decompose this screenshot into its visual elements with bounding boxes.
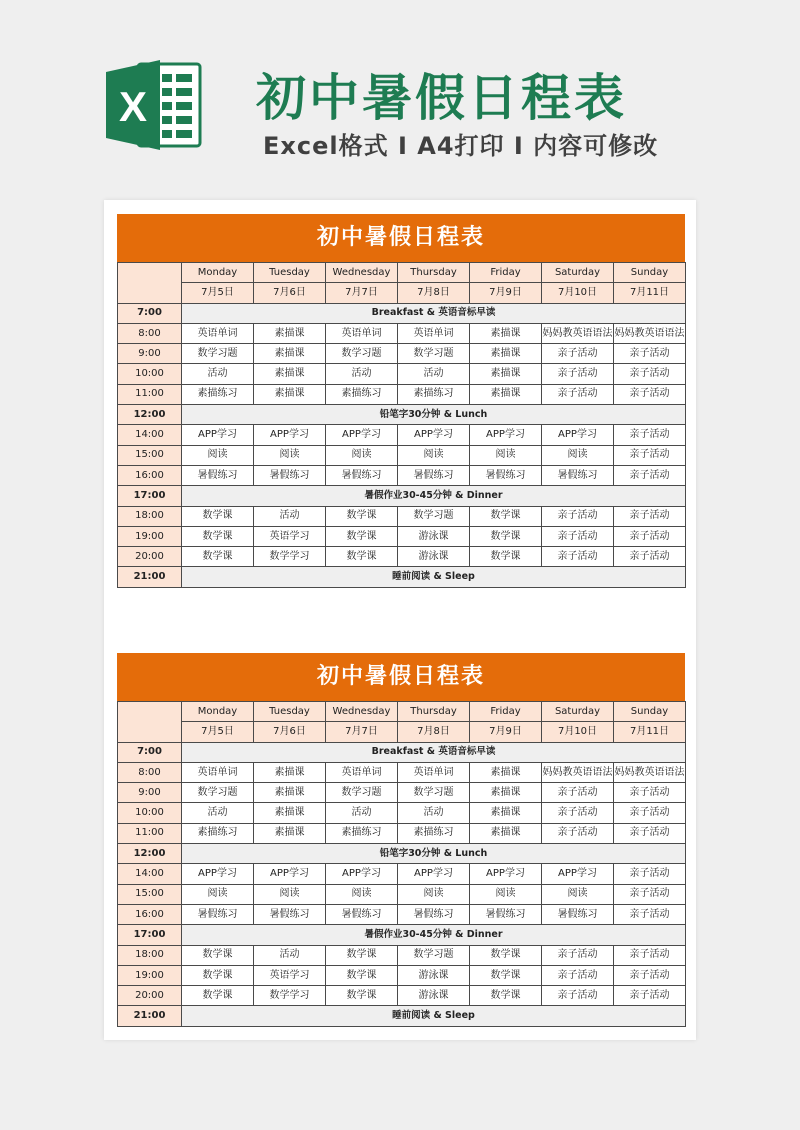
day-header-cell: Thursday [398, 702, 470, 722]
activity-cell: 妈妈教英语语法 [542, 323, 614, 343]
activity-cell: 阅读 [254, 884, 326, 904]
activity-cell: 数学学习 [254, 547, 326, 567]
activity-cell: 活动 [326, 364, 398, 384]
time-cell: 19:00 [118, 965, 182, 985]
activity-cell: 数学课 [470, 526, 542, 546]
activity-cell: 亲子活动 [614, 445, 686, 465]
activity-cell: APP学习 [398, 425, 470, 445]
activity-cell: 数学习题 [398, 344, 470, 364]
time-cell: 7:00 [118, 303, 182, 323]
day-header-cell: Monday [182, 702, 254, 722]
date-header-cell: 7月7日 [326, 283, 398, 303]
activity-cell: 素描课 [470, 344, 542, 364]
table-row [118, 925, 686, 945]
activity-cell: 活动 [182, 803, 254, 823]
activity-cell: 素描练习 [326, 384, 398, 404]
date-header-cell: 7月10日 [542, 283, 614, 303]
activity-cell: 亲子活动 [614, 884, 686, 904]
activity-cell: 阅读 [326, 884, 398, 904]
day-header-cell: Saturday [542, 263, 614, 283]
activity-cell: 英语学习 [254, 526, 326, 546]
activity-cell: 游泳课 [398, 986, 470, 1006]
span-activity-cell: 暑假作业30-45分钟 & Dinner [182, 486, 686, 506]
date-header-cell: 7月8日 [398, 283, 470, 303]
schedule-sheet-1 [117, 214, 685, 588]
day-header-cell: Sunday [614, 263, 686, 283]
activity-cell: 亲子活动 [614, 547, 686, 567]
activity-cell: 素描练习 [398, 384, 470, 404]
activity-cell: 数学习题 [398, 783, 470, 803]
activity-cell: 阅读 [254, 445, 326, 465]
day-header-cell: Sunday [614, 702, 686, 722]
activity-cell: 亲子活动 [542, 823, 614, 843]
time-cell: 17:00 [118, 925, 182, 945]
table-row [118, 486, 686, 506]
table-row [118, 405, 686, 425]
activity-cell: 亲子活动 [542, 526, 614, 546]
activity-cell: 素描练习 [182, 823, 254, 843]
activity-cell: 英语学习 [254, 965, 326, 985]
date-header-cell: 7月9日 [470, 722, 542, 742]
activity-cell: 数学学习 [254, 986, 326, 1006]
activity-cell: APP学习 [398, 864, 470, 884]
activity-cell: 活动 [254, 506, 326, 526]
table-row [118, 445, 686, 465]
table-row [118, 384, 686, 404]
table-row [118, 1006, 686, 1026]
date-header-cell: 7月11日 [614, 283, 686, 303]
activity-cell: APP学习 [470, 425, 542, 445]
date-header-cell: 7月8日 [398, 722, 470, 742]
time-cell: 10:00 [118, 364, 182, 384]
table-row [118, 425, 686, 445]
activity-cell: 阅读 [470, 884, 542, 904]
table-row [118, 844, 686, 864]
schedule-sheet-2 [117, 653, 685, 1027]
activity-cell: 活动 [398, 364, 470, 384]
activity-cell: 暑假练习 [398, 465, 470, 485]
activity-cell: 亲子活动 [614, 945, 686, 965]
table-row [118, 323, 686, 343]
activity-cell: 数学课 [182, 945, 254, 965]
table-row [118, 303, 686, 323]
day-header-cell: Friday [470, 702, 542, 722]
activity-cell: 游泳课 [398, 547, 470, 567]
activity-cell: 素描课 [254, 344, 326, 364]
span-activity-cell: 暑假作业30-45分钟 & Dinner [182, 925, 686, 945]
activity-cell: 英语单词 [182, 323, 254, 343]
table-row [118, 904, 686, 924]
activity-cell: 阅读 [542, 884, 614, 904]
span-activity-cell: 铅笔字30分钟 & Lunch [182, 844, 686, 864]
activity-cell: 数学课 [326, 526, 398, 546]
table-row [118, 567, 686, 587]
activity-cell: 阅读 [398, 884, 470, 904]
table-row [118, 965, 686, 985]
table-row [118, 526, 686, 546]
activity-cell: 数学习题 [398, 945, 470, 965]
activity-cell: 英语单词 [326, 323, 398, 343]
activity-cell: 数学课 [470, 506, 542, 526]
activity-cell: 数学课 [326, 945, 398, 965]
table-row [118, 344, 686, 364]
activity-cell: 妈妈教英语语法 [614, 323, 686, 343]
time-cell: 8:00 [118, 762, 182, 782]
activity-cell: 亲子活动 [614, 986, 686, 1006]
activity-cell: 亲子活动 [542, 384, 614, 404]
activity-cell: 亲子活动 [542, 547, 614, 567]
time-cell: 11:00 [118, 823, 182, 843]
time-cell: 9:00 [118, 344, 182, 364]
activity-cell: 英语单词 [326, 762, 398, 782]
activity-cell: 亲子活动 [542, 965, 614, 985]
excel-logo-icon [104, 58, 204, 152]
span-activity-cell: Breakfast & 英语音标早读 [182, 742, 686, 762]
time-cell: 8:00 [118, 323, 182, 343]
activity-cell: 亲子活动 [542, 945, 614, 965]
table-row [118, 506, 686, 526]
activity-cell: 素描练习 [182, 384, 254, 404]
time-cell: 14:00 [118, 864, 182, 884]
activity-cell: 数学习题 [398, 506, 470, 526]
activity-cell: 阅读 [398, 445, 470, 465]
activity-cell: 素描课 [254, 803, 326, 823]
activity-cell: 阅读 [182, 445, 254, 465]
time-cell: 19:00 [118, 526, 182, 546]
activity-cell: 数学课 [182, 506, 254, 526]
activity-cell: 暑假练习 [182, 904, 254, 924]
day-header-row [118, 263, 686, 283]
activity-cell: APP学习 [254, 425, 326, 445]
activity-cell: 素描课 [254, 323, 326, 343]
activity-cell: 亲子活动 [614, 864, 686, 884]
activity-cell: 数学课 [470, 945, 542, 965]
activity-cell: APP学习 [326, 425, 398, 445]
activity-cell: 数学课 [470, 965, 542, 985]
activity-cell: 素描课 [470, 384, 542, 404]
table-row [118, 945, 686, 965]
activity-cell: 素描练习 [398, 823, 470, 843]
activity-cell: 暑假练习 [254, 904, 326, 924]
page-title: 初中暑假日程表 [256, 69, 627, 127]
activity-cell: 妈妈教英语语法 [614, 762, 686, 782]
activity-cell: 数学课 [470, 986, 542, 1006]
time-cell: 16:00 [118, 904, 182, 924]
span-activity-cell: 睡前阅读 & Sleep [182, 567, 686, 587]
time-cell: 20:00 [118, 547, 182, 567]
time-cell: 10:00 [118, 803, 182, 823]
activity-cell: 数学习题 [326, 783, 398, 803]
activity-cell: 数学习题 [182, 783, 254, 803]
activity-cell: 素描练习 [326, 823, 398, 843]
table-row [118, 783, 686, 803]
activity-cell: 数学课 [326, 986, 398, 1006]
activity-cell: 活动 [182, 364, 254, 384]
day-header-row [118, 702, 686, 722]
time-cell: 20:00 [118, 986, 182, 1006]
activity-cell: 亲子活动 [614, 384, 686, 404]
activity-cell: APP学习 [542, 864, 614, 884]
time-cell: 7:00 [118, 742, 182, 762]
time-cell: 12:00 [118, 844, 182, 864]
date-header-cell: 7月10日 [542, 722, 614, 742]
activity-cell: 英语单词 [398, 323, 470, 343]
banner [0, 0, 800, 190]
activity-cell: 暑假练习 [542, 904, 614, 924]
activity-cell: 亲子活动 [614, 425, 686, 445]
date-header-cell: 7月5日 [182, 283, 254, 303]
activity-cell: 阅读 [542, 445, 614, 465]
page-subtitle: Excel格式 I A4打印 I 内容可修改 [263, 132, 659, 160]
activity-cell: 素描课 [254, 783, 326, 803]
activity-cell: APP学习 [542, 425, 614, 445]
activity-cell: 亲子活动 [542, 803, 614, 823]
activity-cell: 活动 [254, 945, 326, 965]
activity-cell: APP学习 [182, 864, 254, 884]
table-row [118, 465, 686, 485]
time-cell: 17:00 [118, 486, 182, 506]
activity-cell: 素描课 [470, 323, 542, 343]
date-header-cell: 7月7日 [326, 722, 398, 742]
day-header-cell: Monday [182, 263, 254, 283]
day-header-cell: Friday [470, 263, 542, 283]
activity-cell: APP学习 [254, 864, 326, 884]
sheet-title: 初中暑假日程表 [117, 214, 685, 262]
activity-cell: 游泳课 [398, 526, 470, 546]
activity-cell: 素描课 [254, 762, 326, 782]
corner-cell [118, 702, 182, 743]
activity-cell: 英语单词 [398, 762, 470, 782]
date-header-row [118, 722, 686, 742]
time-cell: 18:00 [118, 945, 182, 965]
activity-cell: 亲子活动 [542, 506, 614, 526]
activity-cell: 素描课 [470, 783, 542, 803]
activity-cell: 暑假练习 [182, 465, 254, 485]
time-cell: 14:00 [118, 425, 182, 445]
activity-cell: APP学习 [470, 864, 542, 884]
activity-cell: APP学习 [326, 864, 398, 884]
activity-cell: 数学课 [182, 547, 254, 567]
activity-cell: 亲子活动 [614, 364, 686, 384]
activity-cell: 数学习题 [182, 344, 254, 364]
activity-cell: 素描课 [470, 364, 542, 384]
activity-cell: 暑假练习 [326, 465, 398, 485]
activity-cell: 数学课 [326, 506, 398, 526]
activity-cell: 亲子活动 [542, 364, 614, 384]
time-cell: 18:00 [118, 506, 182, 526]
table-row [118, 547, 686, 567]
activity-cell: 素描课 [470, 823, 542, 843]
activity-cell: 素描课 [254, 823, 326, 843]
activity-cell: 暑假练习 [470, 904, 542, 924]
span-activity-cell: 铅笔字30分钟 & Lunch [182, 405, 686, 425]
time-cell: 12:00 [118, 405, 182, 425]
activity-cell: 数学课 [470, 547, 542, 567]
time-cell: 9:00 [118, 783, 182, 803]
sheet-title: 初中暑假日程表 [117, 653, 685, 701]
corner-cell [118, 263, 182, 304]
table-row [118, 803, 686, 823]
schedule-table [117, 701, 686, 1027]
activity-cell: 暑假练习 [326, 904, 398, 924]
day-header-cell: Saturday [542, 702, 614, 722]
schedule-table [117, 262, 686, 588]
table-row [118, 864, 686, 884]
activity-cell: 数学习题 [326, 344, 398, 364]
activity-cell: APP学习 [182, 425, 254, 445]
time-cell: 15:00 [118, 884, 182, 904]
activity-cell: 阅读 [182, 884, 254, 904]
time-cell: 11:00 [118, 384, 182, 404]
activity-cell: 活动 [398, 803, 470, 823]
date-header-cell: 7月6日 [254, 283, 326, 303]
activity-cell: 英语单词 [182, 762, 254, 782]
activity-cell: 素描课 [470, 762, 542, 782]
activity-cell: 亲子活动 [542, 986, 614, 1006]
activity-cell: 暑假练习 [398, 904, 470, 924]
time-cell: 21:00 [118, 1006, 182, 1026]
activity-cell: 亲子活动 [614, 344, 686, 364]
activity-cell: 数学课 [326, 547, 398, 567]
table-row [118, 823, 686, 843]
span-activity-cell: 睡前阅读 & Sleep [182, 1006, 686, 1026]
activity-cell: 阅读 [470, 445, 542, 465]
day-header-cell: Wednesday [326, 702, 398, 722]
activity-cell: 数学课 [182, 986, 254, 1006]
activity-cell: 亲子活动 [614, 465, 686, 485]
time-cell: 16:00 [118, 465, 182, 485]
activity-cell: 亲子活动 [614, 803, 686, 823]
activity-cell: 数学课 [182, 526, 254, 546]
activity-cell: 素描课 [254, 384, 326, 404]
activity-cell: 阅读 [326, 445, 398, 465]
day-header-cell: Thursday [398, 263, 470, 283]
table-row [118, 986, 686, 1006]
activity-cell: 亲子活动 [614, 783, 686, 803]
date-header-cell: 7月9日 [470, 283, 542, 303]
activity-cell: 素描课 [470, 803, 542, 823]
activity-cell: 游泳课 [398, 965, 470, 985]
activity-cell: 亲子活动 [542, 783, 614, 803]
activity-cell: 数学课 [326, 965, 398, 985]
date-header-cell: 7月11日 [614, 722, 686, 742]
activity-cell: 活动 [326, 803, 398, 823]
activity-cell: 亲子活动 [614, 506, 686, 526]
activity-cell: 亲子活动 [614, 965, 686, 985]
activity-cell: 暑假练习 [254, 465, 326, 485]
time-cell: 21:00 [118, 567, 182, 587]
day-header-cell: Wednesday [326, 263, 398, 283]
date-header-row [118, 283, 686, 303]
table-row [118, 762, 686, 782]
activity-cell: 亲子活动 [614, 904, 686, 924]
activity-cell: 暑假练习 [542, 465, 614, 485]
activity-cell: 亲子活动 [614, 526, 686, 546]
day-header-cell: Tuesday [254, 702, 326, 722]
excel-logo-letter: X [118, 83, 148, 130]
activity-cell: 妈妈教英语语法 [542, 762, 614, 782]
date-header-cell: 7月5日 [182, 722, 254, 742]
activity-cell: 数学课 [182, 965, 254, 985]
table-row [118, 364, 686, 384]
date-header-cell: 7月6日 [254, 722, 326, 742]
table-row [118, 742, 686, 762]
span-activity-cell: Breakfast & 英语音标早读 [182, 303, 686, 323]
day-header-cell: Tuesday [254, 263, 326, 283]
activity-cell: 暑假练习 [470, 465, 542, 485]
activity-cell: 亲子活动 [542, 344, 614, 364]
activity-cell: 亲子活动 [614, 823, 686, 843]
table-row [118, 884, 686, 904]
time-cell: 15:00 [118, 445, 182, 465]
activity-cell: 素描课 [254, 364, 326, 384]
